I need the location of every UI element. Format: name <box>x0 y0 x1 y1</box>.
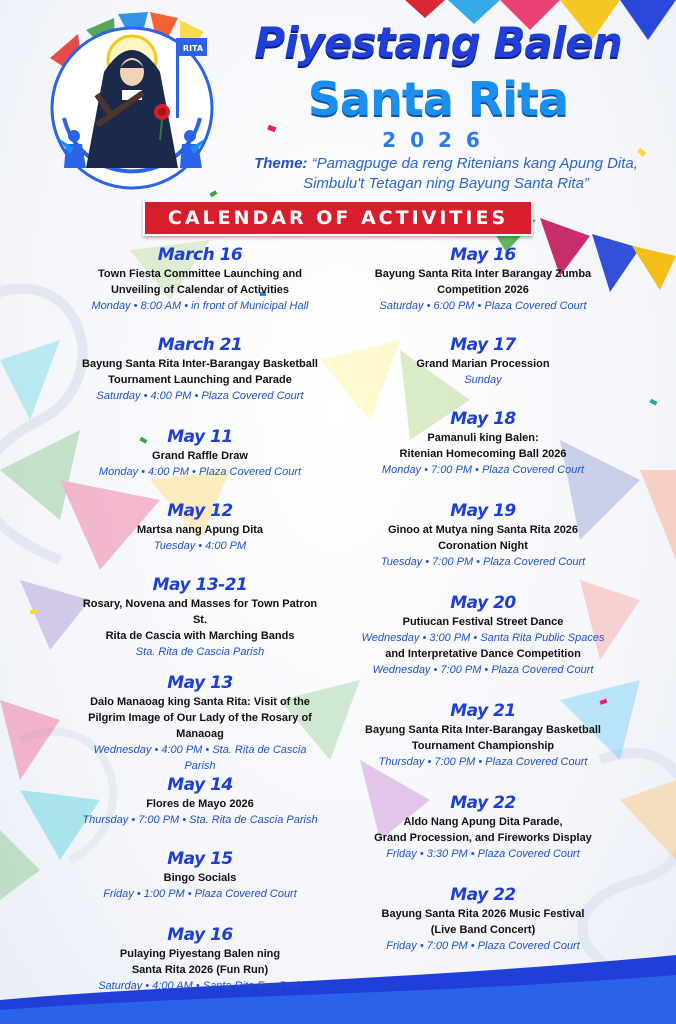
event-item <box>80 426 320 480</box>
event-date: May 21 <box>450 701 516 721</box>
event-details: Sunday <box>464 374 502 386</box>
event-date: May 16 <box>167 925 233 945</box>
event-date: May 17 <box>450 335 516 355</box>
event-details: Friday • 3:30 PM • Plaza Covered Court <box>386 848 580 860</box>
event-date: May 22 <box>450 885 516 905</box>
event-title: Rita de Cascia with Marching Bands <box>105 630 295 642</box>
event-title: Ritenian Homecoming Ball 2026 <box>399 448 567 460</box>
event-title: (Live Band Concert) <box>430 924 536 936</box>
event-item <box>80 774 320 828</box>
event-item <box>80 244 320 314</box>
event-details: Tuesday • 7:00 PM • Plaza Covered Court <box>380 556 586 568</box>
event-title: Town Fiesta Committee Launching and <box>98 268 302 280</box>
event-details: Saturday • 4:00 PM • Plaza Covered Court <box>96 390 304 402</box>
event-details: Thursday • 7:00 PM • Plaza Covered Court <box>378 756 588 768</box>
event-date: May 19 <box>450 501 516 521</box>
theme-line1: “Pamagpuge da reng Ritenians kang Apung Dita, <box>311 155 638 172</box>
event-title: Santa Rita 2026 (Fun Run) <box>131 964 269 976</box>
event-date: May 12 <box>167 501 233 521</box>
poster-title-line1: Piyestang Balen <box>254 18 622 67</box>
event-item <box>80 500 320 554</box>
event-details: Monday • 7:00 PM • Plaza Covered Court <box>381 464 585 476</box>
event-item <box>358 408 608 478</box>
event-item <box>358 884 608 954</box>
event-title: Bingo Socials <box>163 872 237 884</box>
theme-line2: Simbulu't Tetagan ning Bayung Santa Rita” <box>303 175 589 192</box>
event-details: Sta. Rita de Cascia Parish <box>135 646 265 658</box>
event-item <box>358 592 608 678</box>
event-item <box>80 672 320 774</box>
event-date: May 14 <box>167 775 233 795</box>
event-title: Bayung Santa Rita Inter-Barangay Basketball <box>82 358 318 370</box>
theme-label: Theme: <box>254 155 308 172</box>
event-details: Wednesday • 4:00 PM • Sta. Rita de Cascia Parish <box>93 744 307 772</box>
event-date: March 16 <box>157 245 243 265</box>
event-title: Competition 2026 <box>437 284 529 296</box>
event-item <box>358 700 608 770</box>
event-details: Friday • 1:00 PM • Plaza Covered Court <box>103 888 297 900</box>
event-title: Putiucan Festival Street Dance <box>402 616 564 628</box>
event-item <box>80 334 320 404</box>
event-item <box>358 500 608 570</box>
event-title: Coronation Night <box>438 540 528 552</box>
event-title: Grand Raffle Draw <box>152 450 248 462</box>
event-title: Dalo Manaoag king Santa Rita: Visit of the <box>90 696 310 708</box>
event-date: May 22 <box>450 793 516 813</box>
event-details: Monday • 4:00 PM • Plaza Covered Court <box>98 466 302 478</box>
event-item <box>358 334 608 388</box>
calendar-banner: CALENDAR OF ACTIVITIES <box>143 200 533 236</box>
event-title: Grand Procession, and Fireworks Display <box>374 832 592 844</box>
event-item <box>80 574 320 660</box>
event-title: Bayung Santa Rita 2026 Music Festival <box>381 908 585 920</box>
event-item <box>80 924 320 994</box>
event-title: Aldo Nang Apung Dita Parade, <box>403 816 563 828</box>
event-date: May 15 <box>167 849 233 869</box>
poster-title-line2: Santa Rita <box>307 72 569 126</box>
event-details: Saturday • 4:00 AM • Santa Rita Eco Park <box>98 980 302 992</box>
event-item <box>358 792 608 862</box>
event-details: Monday • 8:00 AM • in front of Municipal Hall <box>91 300 309 312</box>
event-title: Rosary, Novena and Masses for Town Patron St. <box>82 598 318 626</box>
event-title: Pilgrim Image of Our Lady of the Rosary of <box>88 712 312 724</box>
event-title: Ginoo at Mutya ning Santa Rita 2026 <box>387 524 579 536</box>
event-details: Wednesday • 7:00 PM • Plaza Covered Court <box>372 664 594 676</box>
event-title: and Interpretative Dance Competition <box>385 648 581 660</box>
event-date: May 11 <box>167 427 233 447</box>
event-details: Thursday • 7:00 PM • Sta. Rita de Cascia Parish <box>82 814 318 826</box>
event-item <box>358 244 608 314</box>
event-date: May 20 <box>450 593 516 613</box>
event-title: Manaoag <box>176 728 224 740</box>
logo-flag-text: RITA <box>182 44 204 53</box>
event-date: March 21 <box>157 335 243 355</box>
event-details: Friday • 7:00 PM • Plaza Covered Court <box>386 940 580 952</box>
event-title: Flores de Mayo 2026 <box>146 798 254 810</box>
event-title: Unveiling of Calendar of Activities <box>110 284 290 296</box>
event-title: Bayung Santa Rita Inter Barangay Zumba <box>374 268 592 280</box>
event-title: Martsa nang Apung Dita <box>136 524 264 536</box>
event-date: May 13 <box>167 673 233 693</box>
event-date: May 13-21 <box>152 575 248 595</box>
santa-rita-logo <box>44 8 229 198</box>
event-title: Pulaying Piyestang Balen ning <box>119 948 281 960</box>
event-title: Tournament Championship <box>411 740 555 752</box>
event-title: Pamanuli king Balen: <box>427 432 539 444</box>
event-item <box>80 848 320 902</box>
poster-year: 2026 <box>382 128 494 152</box>
event-title: Bayung Santa Rita Inter-Barangay Basketball <box>365 724 601 736</box>
event-details: Wednesday • 3:00 PM • Santa Rita Public Spaces <box>361 632 605 644</box>
event-title: Grand Marian Procession <box>416 358 550 370</box>
event-details: Tuesday • 4:00 PM <box>153 540 247 552</box>
theme-text <box>222 154 670 194</box>
event-details: Saturday • 6:00 PM • Plaza Covered Court <box>379 300 587 312</box>
event-date: May 18 <box>450 409 516 429</box>
event-date: May 16 <box>450 245 516 265</box>
event-title: Tournament Launching and Parade <box>108 374 292 386</box>
